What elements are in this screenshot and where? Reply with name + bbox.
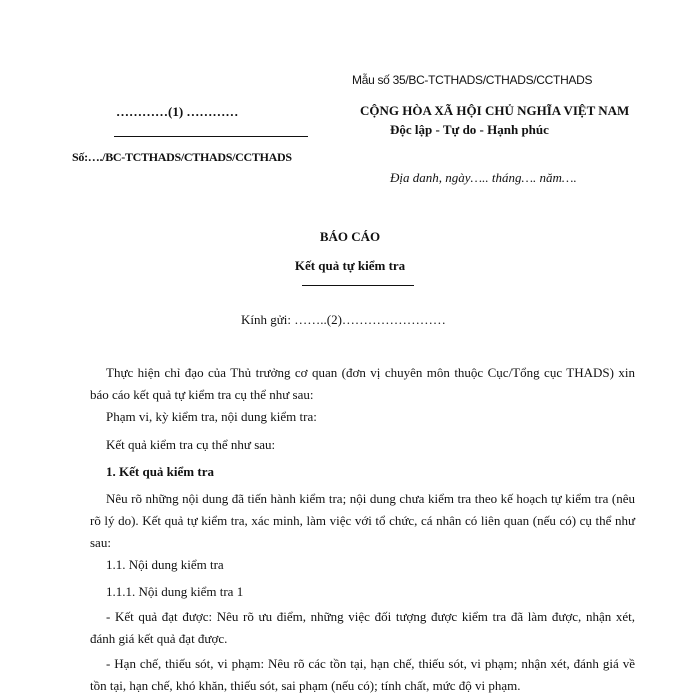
title-underline (302, 285, 414, 286)
limitations-paragraph: - Hạn chế, thiếu sót, vi phạm: Nêu rõ các tồn tại, hạn chế, thiếu sót, vi phạm; nhận xét, đánh giá về tồn tại, hạn chế, khó khăn, thiếu sót, sai phạm (nếu có); tính chất, mức độ vi phạm. (90, 656, 635, 693)
motto: Độc lập - Tự do - Hạnh phúc (390, 122, 549, 137)
agency-underline (114, 136, 308, 137)
scope-line: Phạm vi, kỳ kiểm tra, nội dung kiểm tra: (106, 409, 317, 424)
form-code: Mẫu số 35/BC-TCTHADS/CTHADS/CCTHADS (352, 73, 593, 87)
report-subtitle: Kết quả tự kiểm tra (294, 258, 406, 273)
section-1-paragraph: Nêu rõ những nội dung đã tiến hành kiểm tra; nội dung chưa kiểm tra theo kế hoạch tự kiểm tra (nêu rõ lý do). Kết quả tự kiểm tra, xác minh, làm việc với tổ chức, cá nhân có liên quan (nếu có) cụ thể như sau: (90, 491, 635, 550)
subsection-1-1: 1.1. Nội dung kiểm tra (106, 557, 224, 572)
achieved-paragraph: - Kết quả đạt được: Nêu rõ ưu điểm, những việc đối tượng được kiểm tra đã làm được, nhận xét, đánh giá kết quả đạt được. (90, 609, 635, 646)
place-date: Địa danh, ngày….. tháng…. năm…. (390, 170, 577, 185)
subsection-1-1-1: 1.1.1. Nội dung kiểm tra 1 (106, 584, 244, 599)
nation-title: CỘNG HÒA XÃ HỘI CHỦ NGHĨA VIỆT NAM (360, 103, 630, 118)
results-intro: Kết quả kiểm tra cụ thể như sau: (106, 437, 276, 452)
agency-name: …………(1) ………… (116, 104, 239, 119)
intro-paragraph: Thực hiện chỉ đạo của Thủ trưởng cơ quan (đơn vị chuyên môn thuộc Cục/Tổng cục THADS) xin báo cáo kết quả tự kiểm tra cụ thể như sau: (90, 365, 635, 402)
report-title: BÁO CÁO (319, 229, 381, 244)
document-number: Số:…./BC-TCTHADS/CTHADS/CCTHADS (72, 150, 292, 164)
section-1-heading: 1. Kết quả kiểm tra (106, 464, 214, 479)
recipient: Kính gửi: ……..(2)…………………… (241, 312, 446, 327)
